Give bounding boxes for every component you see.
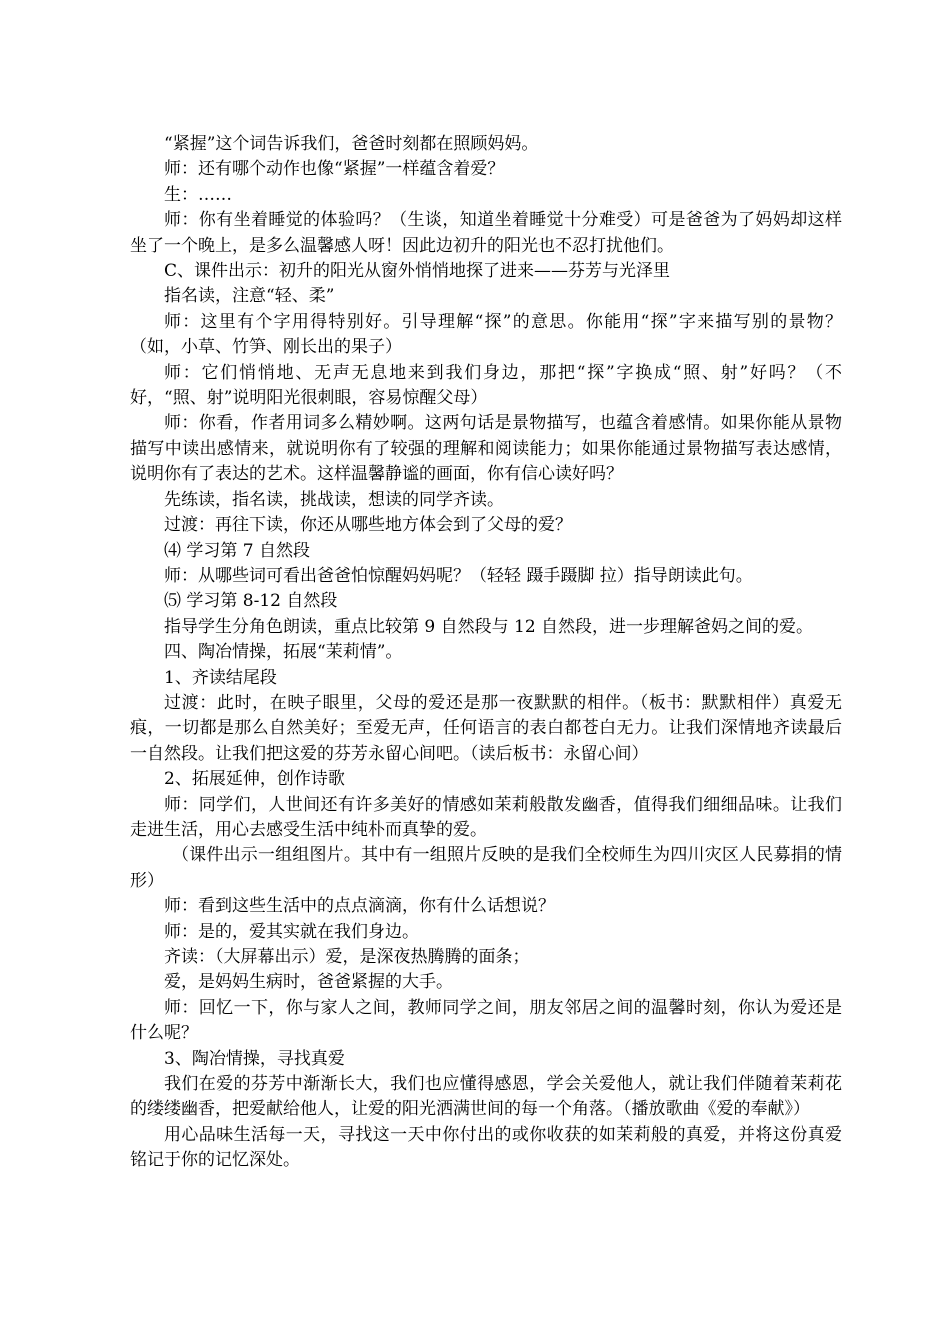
paragraph: 指导学生分角色朗读，重点比较第 9 自然段与 12 自然段，进一步理解爸妈之间的爱。 — [164, 616, 814, 637]
paragraph: 过渡：再往下读，你还从哪些地方体会到了父母的爱？ — [164, 515, 572, 536]
paragraph: ⑷ 学习第 7 自然段 — [164, 540, 311, 561]
paragraph: 过渡：此时，在映子眼里，父母的爱还是那一夜默默的相伴。（板书：默默相伴）真爱无痕，一切都是那么自然美好；至爱无声，任何语言的表白都苍白无力。让我们深情地齐读最后一自然段。让我们把这爱的芬芳永留心间吧。（读后板书：永留心间） — [130, 692, 842, 764]
paragraph: ⑸ 学习第 8-12 自然段 — [164, 591, 338, 612]
paragraph: 爱，是妈妈生病时，爸爸紧握的大手。 — [164, 972, 453, 993]
paragraph: 生：…… — [164, 184, 232, 205]
paragraph: 师：这里有个字用得特别好。引导理解“探”的意思。你能用“探”字来描写别的景物？（如，小草、竹笋、刚长出的果子） — [130, 311, 842, 358]
paragraph: 齐读：（大屏幕出示）爱，是深夜热腾腾的面条； — [164, 947, 530, 967]
paragraph: 师：回忆一下，你与家人之间，教师同学之间，朋友邻居之间的温馨时刻，你认为爱还是什么呢？ — [130, 997, 842, 1044]
paragraph: C、课件出示：初升的阳光从窗外悄悄地探了进来——芬芳与光泽里 — [164, 261, 671, 282]
paragraph: 师：它们悄悄地、无声无息地来到我们身边，那把“探”字换成“照、射”好吗？（不好，“照、射”说明阳光很刺眼，容易惊醒父母） — [130, 362, 842, 409]
paragraph: （课件出示一组组图片。其中有一组照片反映的是我们全校师生为四川灾区人民募捐的情形） — [130, 845, 842, 891]
paragraph: 我们在爱的芬芳中渐渐长大，我们也应懂得感恩，学会关爱他人，就让我们伴随着茉莉花的缕缕幽香，把爱献给他人，让爱的阳光洒满世间的每一个角落。（播放歌曲《爱的奉献》） — [130, 1074, 842, 1120]
paragraph: 师：是的，爱其实就在我们身边。 — [164, 921, 419, 942]
paragraph: 四、陶冶情操，拓展“茉莉情”。 — [164, 642, 403, 663]
paragraph: 师：从哪些词可看出爸爸怕惊醒妈妈呢？（轻轻 蹑手蹑脚 拉）指导朗读此句。 — [164, 565, 753, 586]
paragraph: 师：同学们，人世间还有许多美好的情感如茉莉般散发幽香，值得我们细细品味。让我们走进生活，用心去感受生活中纯朴而真挚的爱。 — [130, 794, 842, 840]
paragraph: 指名读，注意“轻、柔” — [164, 286, 335, 307]
paragraph: 用心品味生活每一天，寻找这一天中你付出的或你收获的如茉莉般的真爱，并将这份真爱铭记于你的记忆深处。 — [130, 1124, 842, 1171]
paragraph: “紧握”这个词告诉我们，爸爸时刻都在照顾妈妈。 — [164, 134, 539, 154]
paragraph: 3、陶冶情操，寻找真爱 — [164, 1048, 345, 1069]
paragraph: 师：你有坐着睡觉的体验吗？（生谈，知道坐着睡觉十分难受）可是爸爸为了妈妈却这样坐了一个晚上，是多么温馨感人呀！因此边初升的阳光也不忍打扰他们。 — [130, 210, 842, 256]
paragraph: 师：还有哪个动作也像“紧握”一样蕴含着爱？ — [164, 159, 505, 180]
paragraph: 师：你看，作者用词多么精妙啊。这两句话是景物描写，也蕴含着感情。如果你能从景物描写中读出感情来，就说明你有了较强的理解和阅读能力；如果你能通过景物描写表达感情，说明你有了表达的艺术。这样温馨静谧的画面，你有信心读好吗？ — [130, 413, 842, 485]
paragraph: 1、齐读结尾段 — [164, 667, 277, 688]
paragraph: 2、拓展延伸，创作诗歌 — [164, 769, 345, 790]
document-body — [130, 132, 842, 1174]
paragraph: 师：看到这些生活中的点点滴滴，你有什么话想说？ — [164, 896, 555, 917]
paragraph: 先练读，指名读，挑战读，想读的同学齐读。 — [164, 489, 504, 510]
